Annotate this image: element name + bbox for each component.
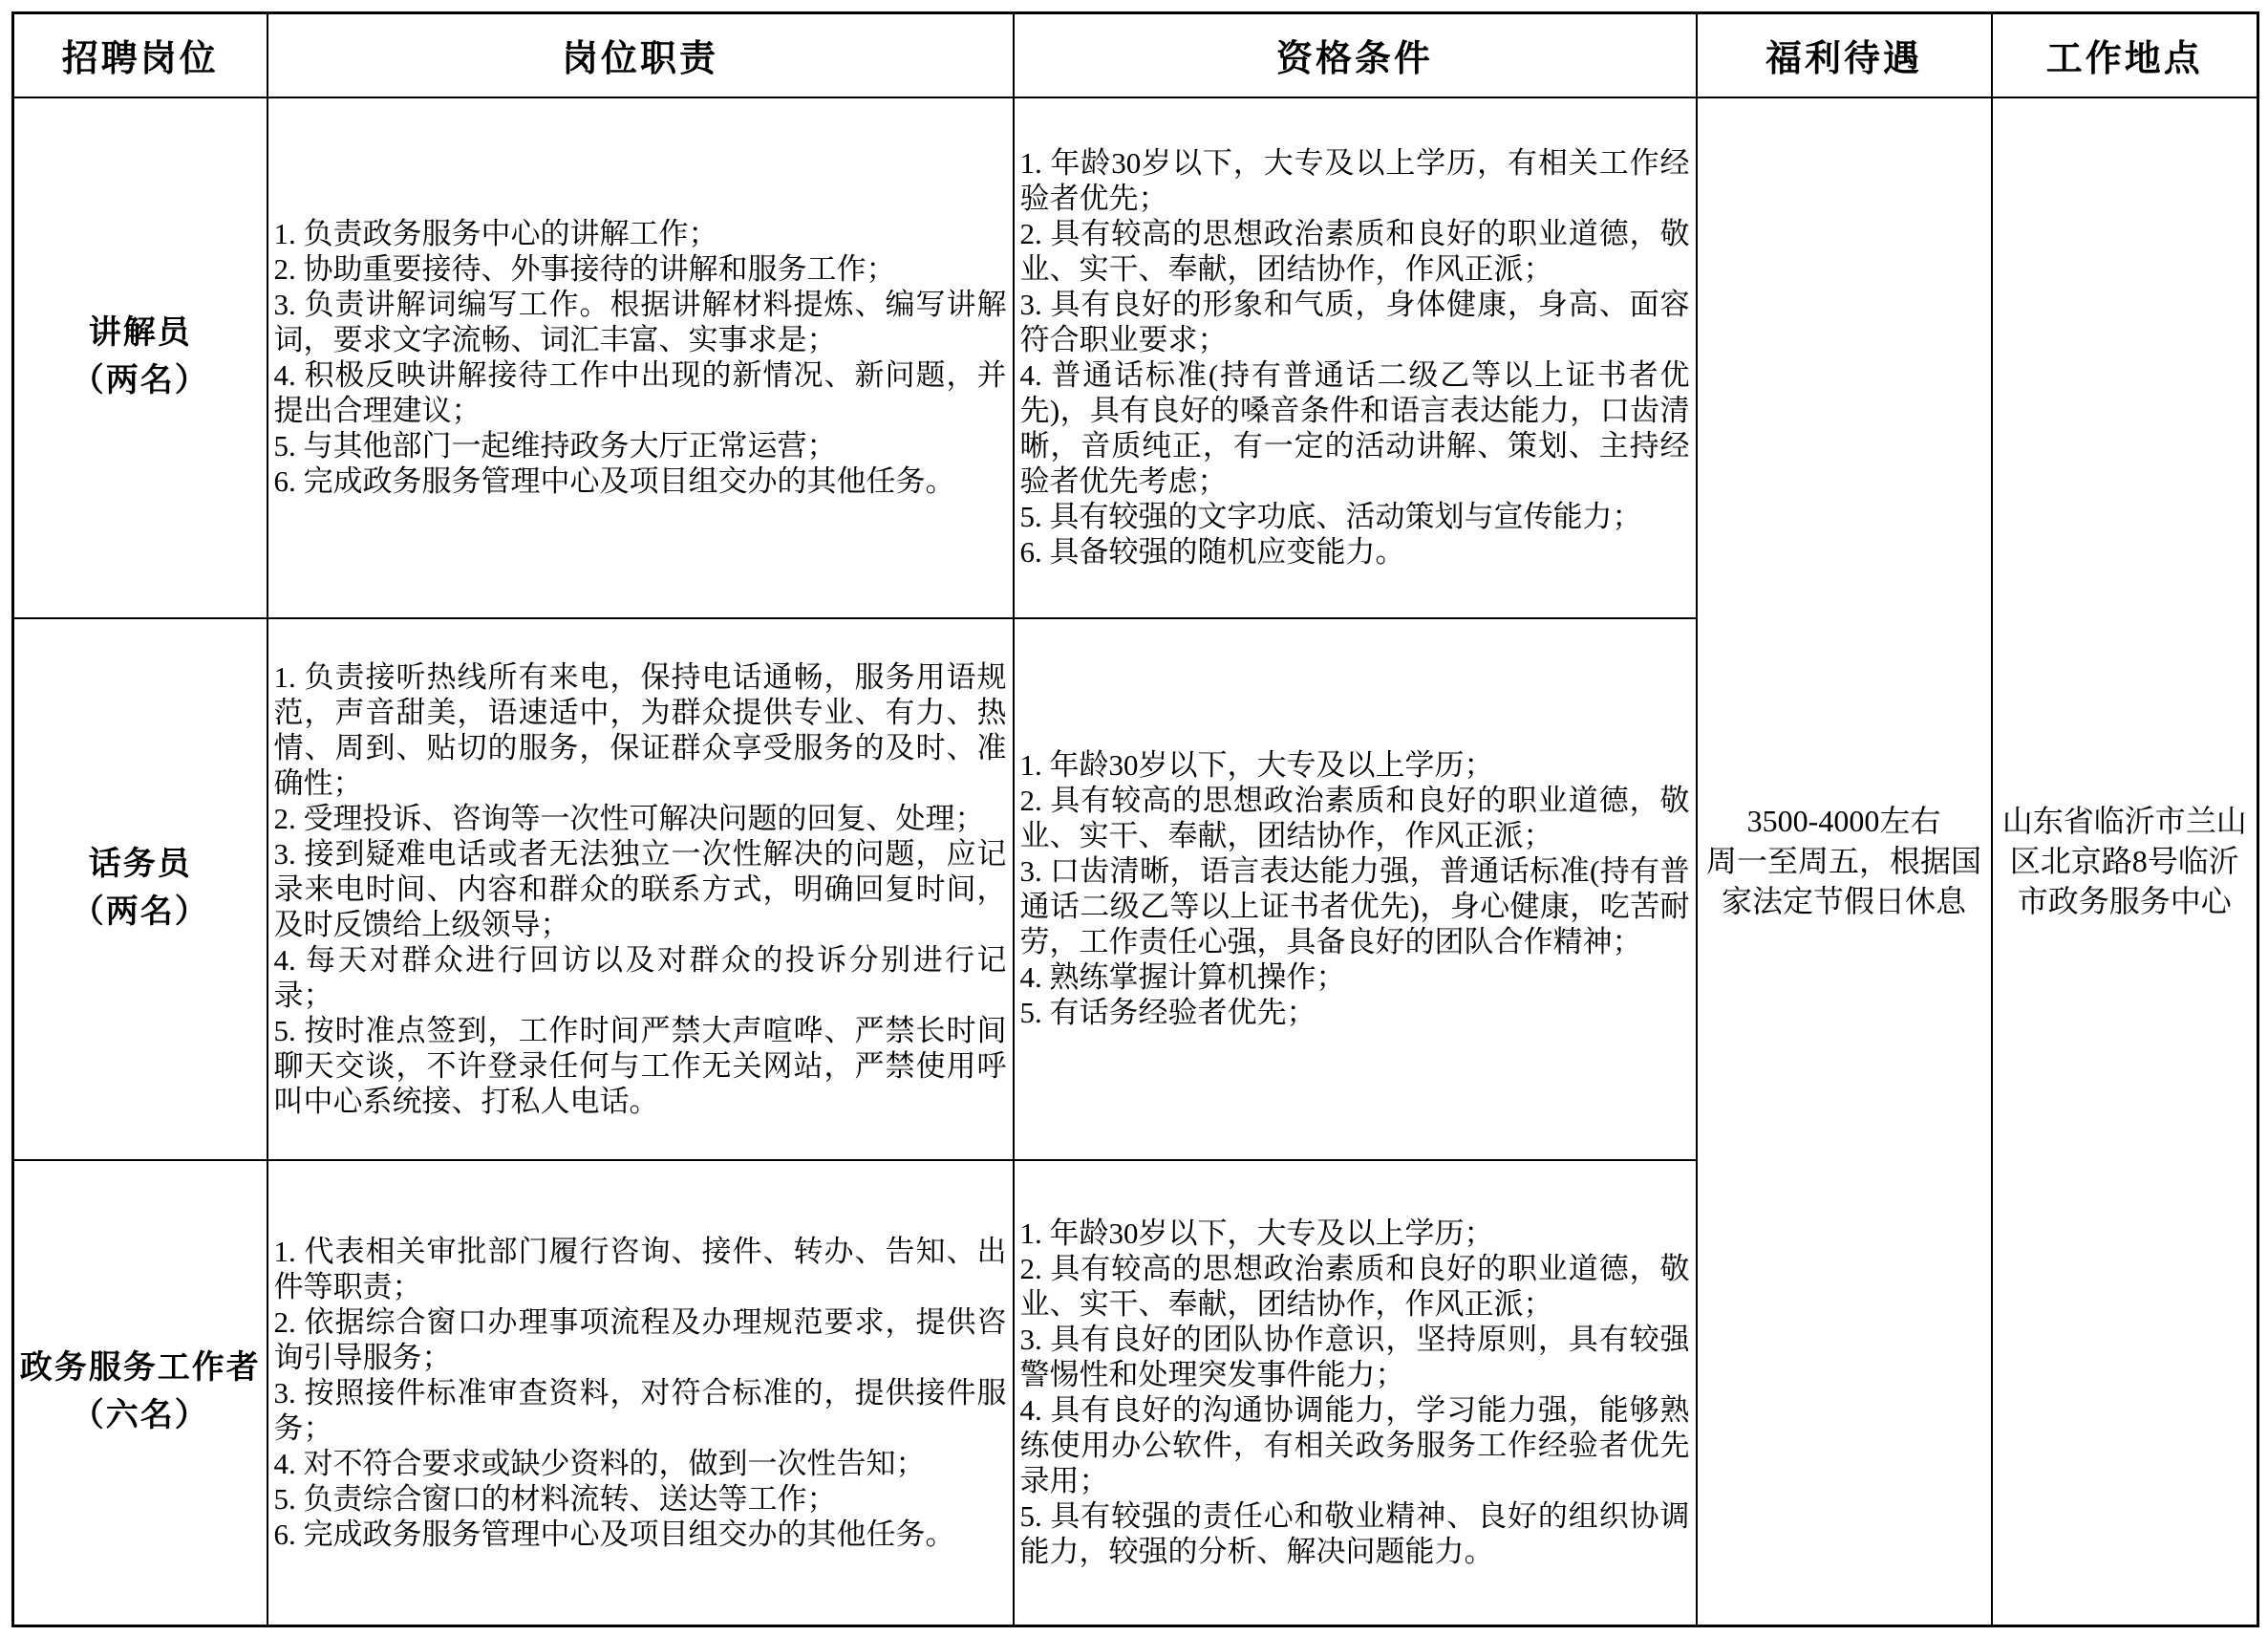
cell-duties-operator <box>267 618 1014 1160</box>
position-count: （两名） <box>71 894 209 930</box>
duty-item: 2. 受理投诉、咨询等一次性可解决问题的回复、处理； <box>273 801 985 835</box>
cell-qualifications-operator <box>1014 618 1697 1160</box>
duty-item: 2. 依据综合窗口办理事项流程及办理规范要求，提供咨询引导服务； <box>273 1304 1007 1374</box>
qualification-item: 3. 口齿清晰，语言表达能力强，普通话标准(持有普通话二级乙等以上证书者优先)，身心健康，吃苦耐劳，工作责任心强，具备良好的团队合作精神； <box>1019 854 1690 958</box>
duty-item: 5. 按时准点签到，工作时间严禁大声喧哗、严禁长时间聊天交谈，不许登录任何与工作无关网站，严禁使用呼叫中心系统接、打私人电话。 <box>273 1013 1007 1118</box>
header-qualifications: 资格条件 <box>1014 13 1697 97</box>
qualification-item: 1. 年龄30岁以下，大专及以上学历，有相关工作经验者优先； <box>1019 146 1690 215</box>
work-location: 山东省临沂市兰山区北京路8号临沂市政务服务中心 <box>2001 804 2247 919</box>
duty-item: 2. 协助重要接待、外事接待的讲解和服务工作； <box>273 252 896 286</box>
duty-item: 6. 完成政务服务管理中心及项目组交办的其他任务。 <box>273 464 955 498</box>
cell-duties-interpreter <box>267 97 1014 618</box>
header-row <box>13 13 2258 97</box>
duty-item: 3. 接到疑难电话或者无法独立一次性解决的问题，应记录来电时间、内容和群众的联系方式，明确回复时间，及时反馈给上级领导； <box>273 836 1007 941</box>
qualification-item: 6. 具备较强的随机应变能力。 <box>1019 535 1405 569</box>
qualification-item: 1. 年龄30岁以下，大专及以上学历； <box>1019 1216 1494 1251</box>
qualification-item: 4. 具有良好的沟通协调能力，学习能力强，能够熟练使用办公软件，有相关政务服务工作经验者优先录用； <box>1019 1393 1690 1498</box>
cell-qualifications-interpreter <box>1014 97 1697 618</box>
duty-item: 1. 负责接听热线所有来电，保持电话通畅，服务用语规范，声音甜美，语速适中，为群众提供专业、有力、热情、周到、贴切的服务，保证群众享受服务的及时、准确性； <box>273 659 1007 800</box>
duty-item: 1. 代表相关审批部门履行咨询、接件、转办、告知、出件等职责； <box>273 1234 1007 1303</box>
header-location: 工作地点 <box>1992 13 2258 97</box>
duty-item: 1. 负责政务服务中心的讲解工作； <box>273 217 718 250</box>
duty-item: 6. 完成政务服务管理中心及项目组交办的其他任务。 <box>273 1517 955 1551</box>
cell-position-service-worker <box>13 1160 267 1626</box>
duty-item: 3. 按照接件标准审查资料，对符合标准的，提供接件服务； <box>273 1375 1007 1445</box>
qualification-item: 2. 具有较高的思想政治素质和良好的职业道德，敬业、实干、奉献，团结协作，作风正派； <box>1019 784 1690 852</box>
cell-location-merged <box>1992 97 2258 1626</box>
position-name: 讲解员 <box>88 315 192 351</box>
qualification-item: 4. 熟练掌握计算机操作； <box>1019 960 1346 994</box>
qualification-item: 2. 具有较高的思想政治素质和良好的职业道德，敬业、实干、奉献，团结协作，作风正派； <box>1019 1252 1690 1322</box>
cell-duties-service-worker <box>267 1160 1014 1626</box>
qualification-item: 4. 普通话标准(持有普通话二级乙等以上证书者优先)，具有良好的嗓音条件和语言表达能力，口齿清晰，音质纯正，有一定的活动讲解、策划、主持经验者优先考虑； <box>1019 358 1690 498</box>
cell-position-interpreter <box>13 97 267 618</box>
qualification-item: 1. 年龄30岁以下，大专及以上学历； <box>1019 748 1494 782</box>
table-row-interpreter <box>13 97 2258 618</box>
cell-benefits-merged <box>1697 97 1992 1626</box>
benefits-schedule: 周一至周五，根据国家法定节假日休息 <box>1705 844 1981 919</box>
header-benefits: 福利待遇 <box>1697 13 1992 97</box>
duty-item: 5. 与其他部门一起维持政务大厅正常运营； <box>273 429 837 463</box>
duty-item: 3. 负责讲解词编写工作。根据讲解材料提炼、编写讲解词，要求文字流畅、词汇丰富、实事求是； <box>273 288 1007 356</box>
header-duties: 岗位职责 <box>267 13 1014 97</box>
qualification-item: 3. 具有良好的形象和气质，身体健康，身高、面容符合职业要求； <box>1019 288 1690 356</box>
position-count: （六名） <box>71 1398 209 1434</box>
qualification-item: 5. 有话务经验者优先； <box>1019 996 1316 1029</box>
duty-item: 4. 对不符合要求或缺少资料的，做到一次性告知； <box>273 1446 926 1480</box>
qualification-item: 5. 具有较强的文字功底、活动策划与宣传能力； <box>1019 500 1642 533</box>
recruitment-table <box>11 11 2259 1627</box>
benefits-salary: 3500-4000左右 <box>1746 804 1941 839</box>
position-count: （两名） <box>71 363 209 398</box>
position-name: 话务员 <box>88 847 192 882</box>
duty-item: 4. 积极反映讲解接待工作中出现的新情况、新问题，并提出合理建议； <box>273 358 1007 427</box>
header-position: 招聘岗位 <box>13 13 267 97</box>
qualification-item: 2. 具有较高的思想政治素质和良好的职业道德，敬业、实干、奉献，团结协作，作风正派； <box>1019 217 1690 286</box>
position-name: 政务服务工作者 <box>19 1350 261 1387</box>
duty-item: 5. 负责综合窗口的材料流转、送达等工作； <box>273 1481 837 1516</box>
cell-qualifications-service-worker <box>1014 1160 1697 1626</box>
qualification-item: 5. 具有较强的责任心和敬业精神、良好的组织协调能力，较强的分析、解决问题能力。 <box>1019 1499 1690 1569</box>
cell-position-operator <box>13 618 267 1160</box>
qualification-item: 3. 具有良好的团队协作意识，坚持原则，具有较强警惕性和处理突发事件能力； <box>1019 1323 1690 1392</box>
duty-item: 4. 每天对群众进行回访以及对群众的投诉分别进行记录； <box>273 942 1007 1012</box>
